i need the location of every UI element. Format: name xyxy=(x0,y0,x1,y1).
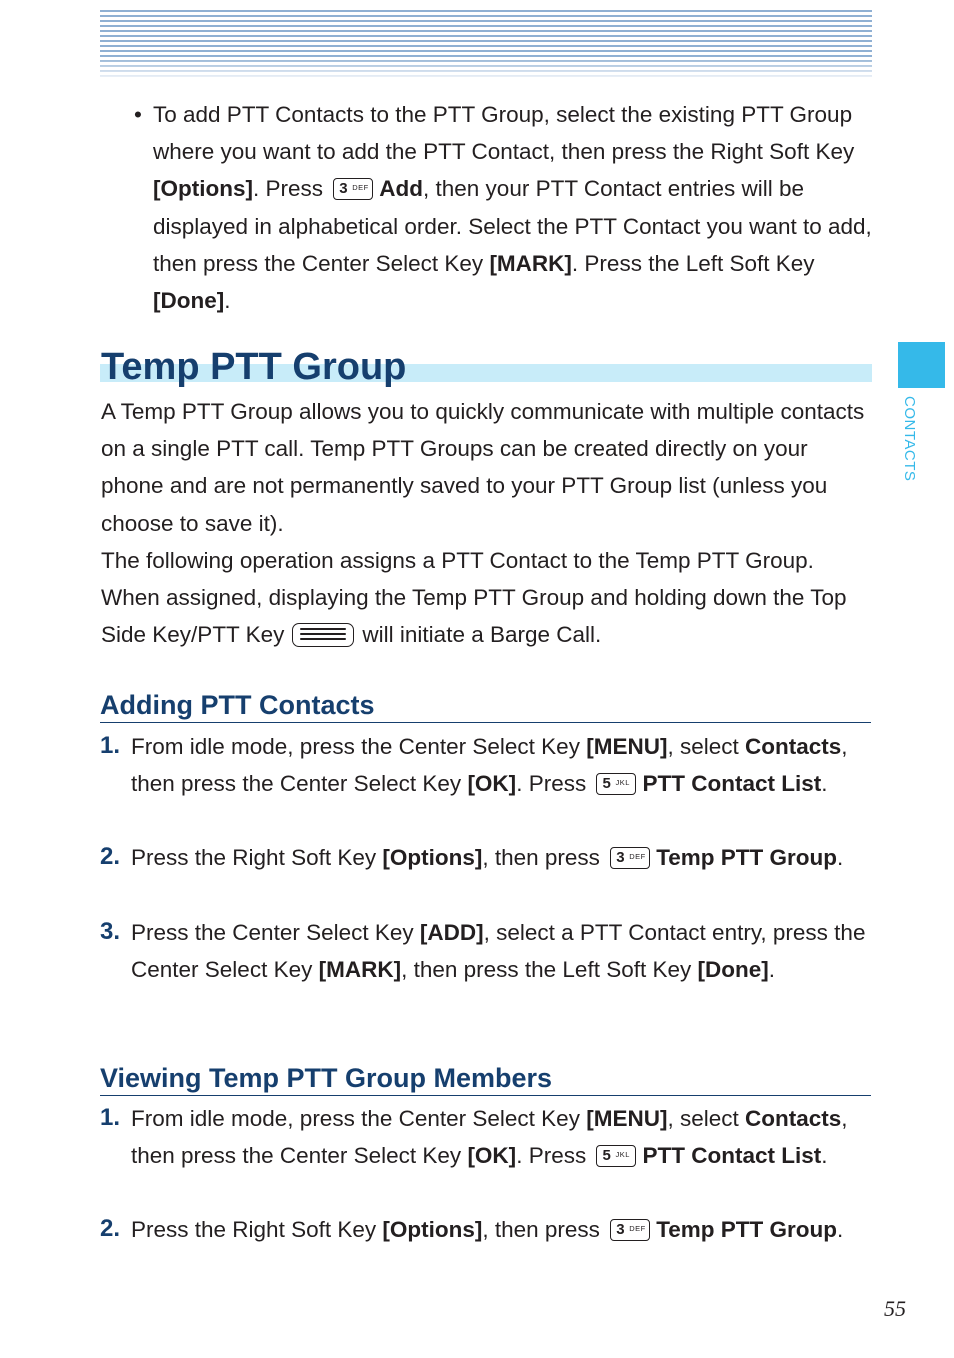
adding-step-2: 2. Press the Right Soft Key [Options], then press 3 DEF Temp PTT Group. xyxy=(100,843,844,870)
section-title-row xyxy=(100,344,872,386)
page-number: 55 xyxy=(884,1296,906,1321)
header-decoration xyxy=(100,10,872,78)
bullet-icon: • xyxy=(134,102,142,127)
viewing-step-1: 1. From idle mode, press the Center Select Key [MENU], select Contacts, then press the Center Select Key [OK]. Press 5 JKL PTT Contact List. xyxy=(100,1104,848,1169)
bullet-item xyxy=(134,96,874,319)
page-title: Temp PTT Group xyxy=(101,346,407,388)
adding-step-3: 3. Press the Center Select Key [ADD], select a PTT Contact entry, press the Center Select Key [MARK], then press the Left Soft Key [Done]. xyxy=(100,918,866,983)
bullet-text: To add PTT Contacts to the PTT Group, select the existing PTT Group where you want to add the PTT Contact, then press the Right Soft Key [Options]. Press 3 DEF Add, then your PTT Contact entries will be displayed in alphabetical order. Select the PTT Contact you want to add, then press the Center Select Key [MARK]. Press the Left Soft Key [Done]. xyxy=(153,102,872,314)
key-5-icon: 5 JKL xyxy=(596,1145,636,1167)
adding-step-1: 1. From idle mode, press the Center Select Key [MENU], select Contacts, then press the Center Select Key [OK]. Press 5 JKL PTT Contact List. xyxy=(100,732,848,797)
ptt-key-icon xyxy=(292,623,354,647)
intro-paragraph: A Temp PTT Group allows you to quickly communicate with multiple contacts on a single PTT call. Temp PTT Groups can be created directly on your phone and are not permanently saved to your PTT Group list (unless you choose to save it). xyxy=(101,399,865,536)
key-3-icon: 3 DEF xyxy=(610,1219,650,1241)
adding-contacts-heading: Adding PTT Contacts xyxy=(100,689,871,723)
key-5-icon: 5 JKL xyxy=(596,773,636,795)
viewing-step-2: 2. Press the Right Soft Key [Options], then press 3 DEF Temp PTT Group. xyxy=(100,1215,844,1242)
section-tab-label: CONTACTS xyxy=(901,396,918,482)
viewing-members-heading: Viewing Temp PTT Group Members xyxy=(100,1062,871,1096)
operation-paragraph: The following operation assigns a PTT Contact to the Temp PTT Group. When assigned, displaying the Temp PTT Group and holding down the Top Side Key/PTT Key will initiate a Barge Call. xyxy=(101,548,847,648)
key-3-icon: 3 DEF xyxy=(610,847,650,869)
section-tab-marker xyxy=(898,342,945,388)
key-3-icon: 3 DEF xyxy=(333,178,373,200)
